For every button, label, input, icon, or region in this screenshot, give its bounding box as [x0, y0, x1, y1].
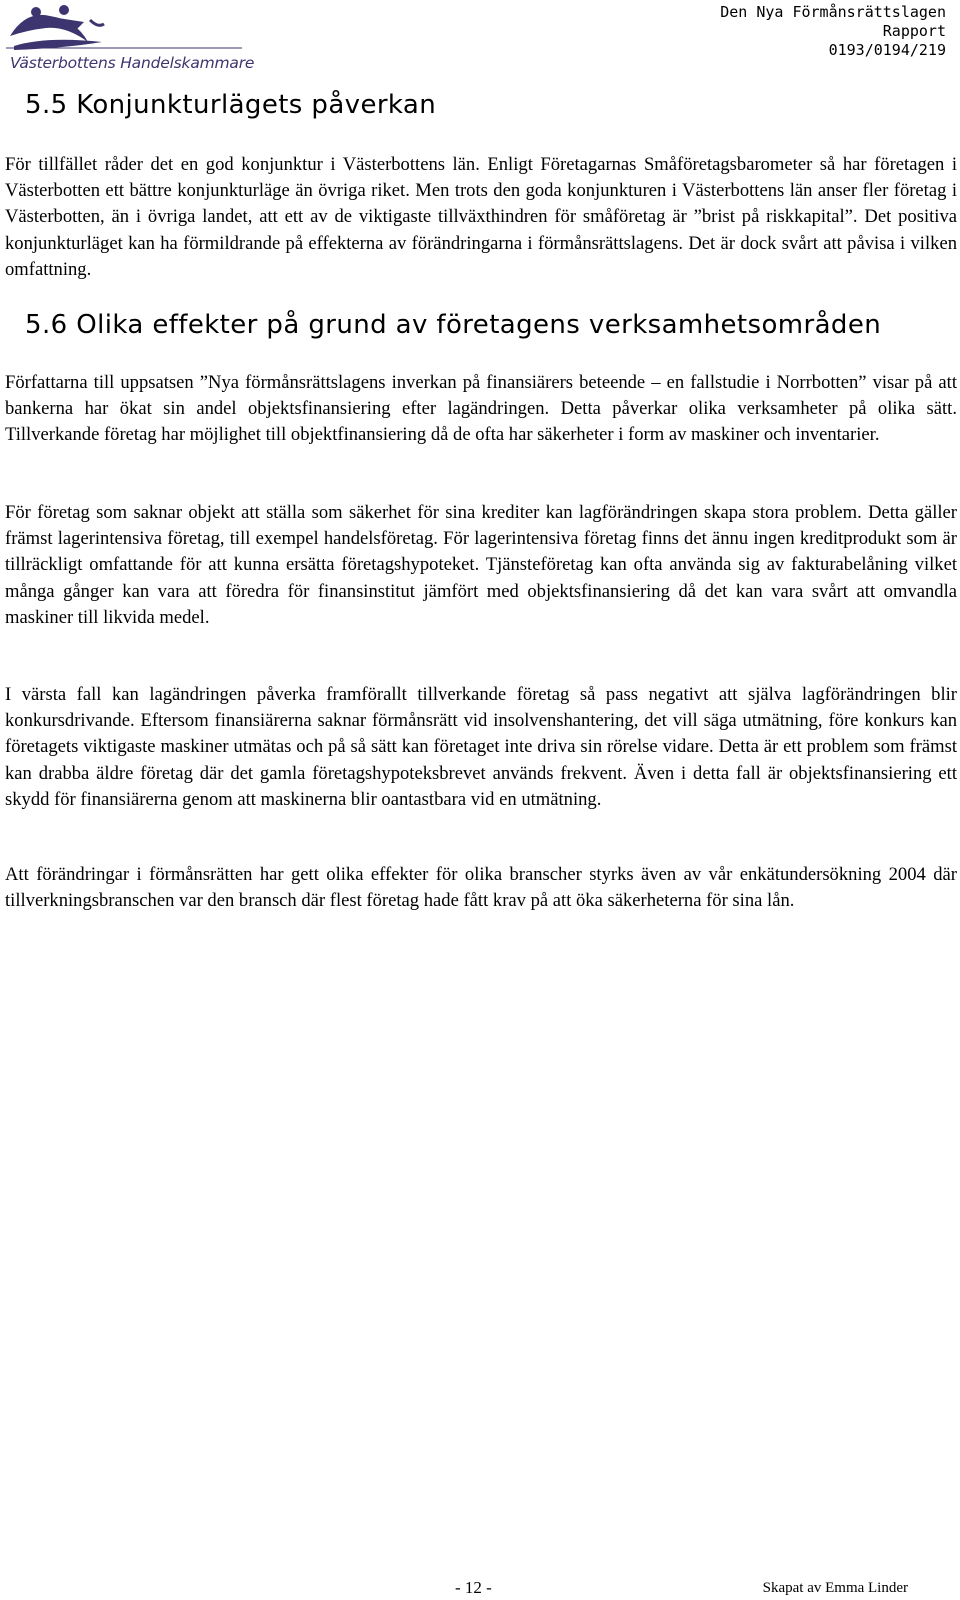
- logo-text: Västerbottens Handelskammare: [10, 54, 255, 72]
- paragraph: I värsta fall kan lagändringen påverka framförallt tillverkande företag så pass negativt att själva lagförändringen blir konkursdrivande. Eftersom finansiärerna saknar förmånsrätt vid insolvenshantering, det vill säga utmätning, före konkurs kan företagets viktigaste maskiner utmätas och på så sätt kan företaget inte driva sin rörelse vidare. Detta är ett problem som främst kan drabba äldre företag där det gamla företagshypoteksbrevet används frekvent. Även i detta fall är objektsfinansiering ett skydd för finansiärerna genom att maskinerna blir oantastbara vid en utmätning.: [5, 684, 957, 810]
- doc-title: Den Nya Förmånsrättslagen: [720, 3, 946, 21]
- page-number: - 12 -: [455, 1578, 492, 1597]
- logo: [6, 2, 255, 76]
- paragraph: För företag som saknar objekt att ställa som säkerhet för sina krediter kan lagförändringen skapa stora problem. Detta gäller främst lagerintensiva företag, till exempel handelsföretag. För lagerintensiva företag finns det ännu ingen kreditprodukt som är tillräckligt omfattande för att kunna ersätta företagshypoteket. Tjänsteföretag kan ofta använda sig av fakturabelåning vilket många gånger kan vara att föredra för finansinstitut jämfört med objektsfinansiering då det kan vara svårt att omvandla maskiner till likvida medel.: [5, 502, 957, 628]
- section-heading-5-5: 5.5 Konjunkturlägets påverkan: [25, 90, 437, 120]
- logo-graphic: [6, 2, 246, 58]
- doc-type: Rapport: [882, 22, 946, 40]
- footer-author: Skapat av Emma Linder: [762, 1580, 908, 1596]
- doc-number: 0193/0194/219: [828, 41, 946, 59]
- paragraph: För tillfället råder det en god konjunktur i Västerbottens län. Enligt Företagarnas Småföretagsbarometer så har företagen i Västerbotten ett bättre konjunkturläge än övriga riket. Men trots den goda konjunkturen i Västerbottens län anser fler företag i Västerbotten, än i övriga landet, att ett av de viktigaste tillväxthindren för småföretag är ”brist på riskkapital”. Det positiva konjunkturläget kan ha förmildrande på effekterna av förändringarna i förmånsrättslagens. Det är dock svårt att påvisa i vilken omfattning.: [5, 154, 957, 280]
- section-heading-5-6: 5.6 Olika effekter på grund av företagens verksamhetsområden: [25, 310, 882, 340]
- paragraph: Författarna till uppsatsen ”Nya förmånsrättslagens inverkan på finansiärers beteende – en fallstudie i Norrbotten” visar på att bankerna har ökat sin andel objektsfinansiering efter lagändringen. Detta påverkar olika verksamheter på olika sätt. Tillverkande företag har möjlighet till objektfinansiering då de ofta har säkerheter i form av maskiner och inventarier.: [5, 372, 957, 446]
- document-header: [720, 3, 946, 60]
- paragraph: Att förändringar i förmånsrätten har gett olika effekter för olika branscher styrks även av vår enkätundersökning 2004 där tillverkningsbranschen var den bransch där flest företag hade fått krav på att öka säkerheterna för sina lån.: [5, 864, 957, 912]
